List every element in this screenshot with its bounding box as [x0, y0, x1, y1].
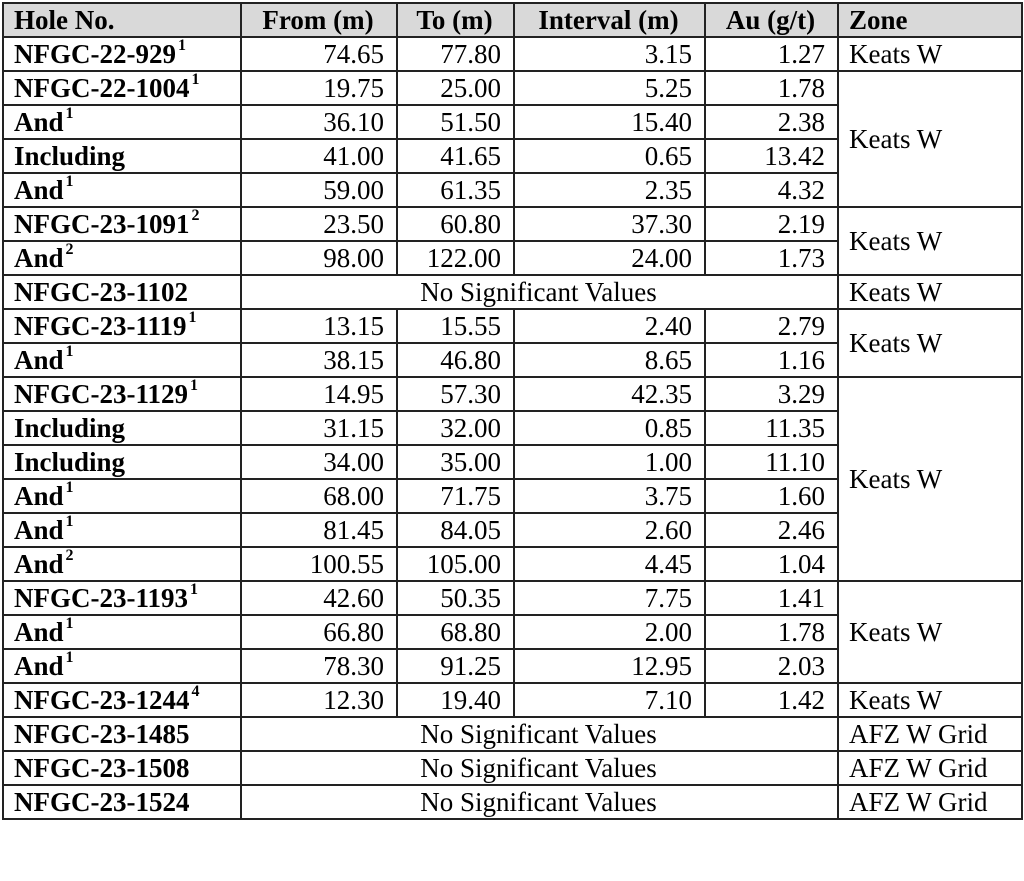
table-row — [3, 785, 1022, 819]
footnote-marker: 4 — [191, 683, 200, 700]
to-cell: 50.35 — [397, 581, 514, 615]
hole-no-text: NFGC-23-1102 — [14, 277, 188, 307]
zone-cell: Keats W — [838, 581, 1022, 683]
footnote-marker: 2 — [191, 207, 200, 224]
to-cell: 46.80 — [397, 343, 514, 377]
hole-no-cell — [3, 513, 241, 547]
au-cell: 2.19 — [705, 207, 838, 241]
footnote-marker: 1 — [65, 513, 74, 530]
table-row — [3, 581, 1022, 615]
interval-cell: 1.00 — [514, 445, 705, 479]
to-cell: 77.80 — [397, 37, 514, 71]
hole-no-cell — [3, 615, 241, 649]
hole-no-text: NFGC-22-929 — [14, 39, 176, 69]
au-cell: 1.04 — [705, 547, 838, 581]
au-cell: 11.35 — [705, 411, 838, 445]
hole-no-cell — [3, 785, 241, 819]
to-cell: 68.80 — [397, 615, 514, 649]
interval-cell: 2.00 — [514, 615, 705, 649]
hole-no-text: And — [14, 651, 64, 681]
drill-results-table — [2, 2, 1023, 820]
au-cell: 2.46 — [705, 513, 838, 547]
hole-no-cell — [3, 207, 241, 241]
interval-cell: 4.45 — [514, 547, 705, 581]
from-cell: 23.50 — [241, 207, 397, 241]
from-cell: 78.30 — [241, 649, 397, 683]
header-from: From (m) — [241, 3, 397, 37]
table-body — [3, 37, 1022, 819]
hole-no-text: NFGC-22-1004 — [14, 73, 190, 103]
au-cell: 1.78 — [705, 615, 838, 649]
no-significant-values-cell: No Significant Values — [241, 717, 838, 751]
to-cell: 84.05 — [397, 513, 514, 547]
footnote-marker: 1 — [177, 37, 186, 54]
hole-no-text: NFGC-23-1524 — [14, 787, 190, 817]
interval-cell: 5.25 — [514, 71, 705, 105]
from-cell: 66.80 — [241, 615, 397, 649]
interval-cell: 7.10 — [514, 683, 705, 717]
header-interval: Interval (m) — [514, 3, 705, 37]
from-cell: 31.15 — [241, 411, 397, 445]
footnote-marker: 1 — [189, 377, 198, 394]
interval-cell: 2.35 — [514, 173, 705, 207]
interval-cell: 3.15 — [514, 37, 705, 71]
from-cell: 74.65 — [241, 37, 397, 71]
hole-no-text: NFGC-23-1244 — [14, 685, 190, 715]
footnote-marker: 1 — [65, 649, 74, 666]
hole-no-cell — [3, 173, 241, 207]
zone-cell: AFZ W Grid — [838, 717, 1022, 751]
au-cell: 1.42 — [705, 683, 838, 717]
to-cell: 19.40 — [397, 683, 514, 717]
header-to: To (m) — [397, 3, 514, 37]
hole-no-text: NFGC-23-1119 — [14, 311, 187, 341]
hole-no-text: And — [14, 243, 64, 273]
au-cell: 3.29 — [705, 377, 838, 411]
hole-no-text: NFGC-23-1485 — [14, 719, 190, 749]
table-row — [3, 37, 1022, 71]
zone-cell: Keats W — [838, 275, 1022, 309]
footnote-marker: 1 — [65, 343, 74, 360]
from-cell: 59.00 — [241, 173, 397, 207]
hole-no-text: Including — [14, 447, 126, 477]
hole-no-cell — [3, 479, 241, 513]
footnote-marker: 1 — [65, 105, 74, 122]
header-hole-no: Hole No. — [3, 3, 241, 37]
footnote-marker: 1 — [65, 479, 74, 496]
zone-cell: Keats W — [838, 309, 1022, 377]
interval-cell: 2.60 — [514, 513, 705, 547]
au-cell: 2.03 — [705, 649, 838, 683]
hole-no-cell — [3, 445, 241, 479]
interval-cell: 0.65 — [514, 139, 705, 173]
zone-cell: Keats W — [838, 683, 1022, 717]
table-row — [3, 275, 1022, 309]
hole-no-cell — [3, 683, 241, 717]
from-cell: 100.55 — [241, 547, 397, 581]
hole-no-cell — [3, 717, 241, 751]
interval-cell: 8.65 — [514, 343, 705, 377]
from-cell: 42.60 — [241, 581, 397, 615]
hole-no-cell — [3, 547, 241, 581]
zone-cell: Keats W — [838, 37, 1022, 71]
zone-cell: Keats W — [838, 377, 1022, 581]
from-cell: 98.00 — [241, 241, 397, 275]
hole-no-text: Including — [14, 413, 126, 443]
au-cell: 2.38 — [705, 105, 838, 139]
au-cell: 1.73 — [705, 241, 838, 275]
hole-no-cell — [3, 343, 241, 377]
from-cell: 14.95 — [241, 377, 397, 411]
hole-no-text: And — [14, 617, 64, 647]
hole-no-cell — [3, 241, 241, 275]
hole-no-text: NFGC-23-1508 — [14, 753, 190, 783]
hole-no-text: Including — [14, 141, 126, 171]
header-au: Au (g/t) — [705, 3, 838, 37]
hole-no-text: And — [14, 481, 64, 511]
footnote-marker: 2 — [65, 241, 74, 258]
from-cell: 19.75 — [241, 71, 397, 105]
zone-cell: AFZ W Grid — [838, 751, 1022, 785]
to-cell: 71.75 — [397, 479, 514, 513]
hole-no-cell — [3, 275, 241, 309]
table-row — [3, 683, 1022, 717]
table-row — [3, 717, 1022, 751]
au-cell: 1.16 — [705, 343, 838, 377]
hole-no-text: And — [14, 515, 64, 545]
au-cell: 4.32 — [705, 173, 838, 207]
to-cell: 91.25 — [397, 649, 514, 683]
au-cell: 1.78 — [705, 71, 838, 105]
from-cell: 13.15 — [241, 309, 397, 343]
au-cell: 1.41 — [705, 581, 838, 615]
interval-cell: 2.40 — [514, 309, 705, 343]
table-row — [3, 71, 1022, 105]
from-cell: 68.00 — [241, 479, 397, 513]
table-row — [3, 309, 1022, 343]
header-row — [3, 3, 1022, 37]
footnote-marker: 1 — [188, 309, 197, 326]
no-significant-values-cell: No Significant Values — [241, 751, 838, 785]
from-cell: 81.45 — [241, 513, 397, 547]
from-cell: 12.30 — [241, 683, 397, 717]
hole-no-cell — [3, 309, 241, 343]
hole-no-cell — [3, 37, 241, 71]
to-cell: 61.35 — [397, 173, 514, 207]
to-cell: 35.00 — [397, 445, 514, 479]
interval-cell: 15.40 — [514, 105, 705, 139]
au-cell: 11.10 — [705, 445, 838, 479]
hole-no-text: And — [14, 175, 64, 205]
hole-no-text: NFGC-23-1091 — [14, 209, 190, 239]
hole-no-text: NFGC-23-1193 — [14, 583, 188, 613]
hole-no-text: And — [14, 345, 64, 375]
hole-no-cell — [3, 649, 241, 683]
to-cell: 41.65 — [397, 139, 514, 173]
hole-no-cell — [3, 751, 241, 785]
hole-no-cell — [3, 139, 241, 173]
to-cell: 122.00 — [397, 241, 514, 275]
hole-no-text: NFGC-23-1129 — [14, 379, 188, 409]
interval-cell: 37.30 — [514, 207, 705, 241]
table-header — [3, 3, 1022, 37]
hole-no-cell — [3, 105, 241, 139]
footnote-marker: 1 — [65, 615, 74, 632]
hole-no-cell — [3, 581, 241, 615]
footnote-marker: 2 — [65, 547, 74, 564]
hole-no-text: And — [14, 107, 64, 137]
to-cell: 51.50 — [397, 105, 514, 139]
au-cell: 2.79 — [705, 309, 838, 343]
footnote-marker: 1 — [191, 71, 200, 88]
hole-no-text: And — [14, 549, 64, 579]
au-cell: 1.27 — [705, 37, 838, 71]
header-zone: Zone — [838, 3, 1022, 37]
zone-cell: Keats W — [838, 71, 1022, 207]
table-row — [3, 207, 1022, 241]
zone-cell: Keats W — [838, 207, 1022, 275]
from-cell: 41.00 — [241, 139, 397, 173]
au-cell: 13.42 — [705, 139, 838, 173]
to-cell: 32.00 — [397, 411, 514, 445]
to-cell: 60.80 — [397, 207, 514, 241]
to-cell: 25.00 — [397, 71, 514, 105]
to-cell: 15.55 — [397, 309, 514, 343]
interval-cell: 3.75 — [514, 479, 705, 513]
table-row — [3, 377, 1022, 411]
hole-no-cell — [3, 71, 241, 105]
footnote-marker: 1 — [65, 173, 74, 190]
interval-cell: 42.35 — [514, 377, 705, 411]
interval-cell: 7.75 — [514, 581, 705, 615]
footnote-marker: 1 — [189, 581, 198, 598]
hole-no-cell — [3, 411, 241, 445]
hole-no-cell — [3, 377, 241, 411]
au-cell: 1.60 — [705, 479, 838, 513]
no-significant-values-cell: No Significant Values — [241, 785, 838, 819]
to-cell: 105.00 — [397, 547, 514, 581]
interval-cell: 24.00 — [514, 241, 705, 275]
from-cell: 38.15 — [241, 343, 397, 377]
no-significant-values-cell: No Significant Values — [241, 275, 838, 309]
from-cell: 36.10 — [241, 105, 397, 139]
to-cell: 57.30 — [397, 377, 514, 411]
from-cell: 34.00 — [241, 445, 397, 479]
interval-cell: 0.85 — [514, 411, 705, 445]
interval-cell: 12.95 — [514, 649, 705, 683]
zone-cell: AFZ W Grid — [838, 785, 1022, 819]
table-row — [3, 751, 1022, 785]
